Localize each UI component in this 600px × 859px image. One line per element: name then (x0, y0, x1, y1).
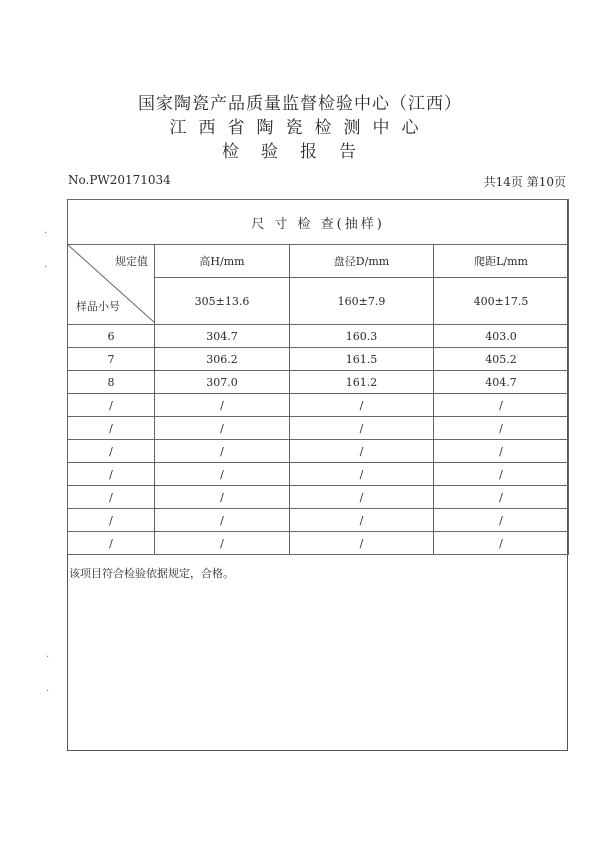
conclusion-text: 该项目符合检验依据规定，合格。 (69, 567, 234, 580)
report-number: No.PW20171034 (68, 173, 171, 187)
table-row (68, 440, 569, 463)
table-cell: / (434, 486, 569, 509)
table-cell: / (290, 463, 434, 486)
table-cell: 8 (68, 371, 155, 394)
table-cell: / (290, 509, 434, 532)
table-cell: / (68, 440, 155, 463)
table-cell: / (290, 486, 434, 509)
table-row (68, 532, 569, 555)
table-cell: 6 (68, 325, 155, 348)
table-cell: 304.7 (155, 325, 290, 348)
table-cell: / (434, 440, 569, 463)
table-cell: 405.2 (434, 348, 569, 371)
table-cell: / (434, 509, 569, 532)
column-header-height: 高H/mm (155, 245, 290, 278)
header-line-1: 国家陶瓷产品质量监督检验中心（江西） (138, 94, 462, 114)
table-cell: 161.5 (290, 348, 434, 371)
column-header-diameter: 盘径D/mm (290, 245, 434, 278)
corner-bottom-label: 样品小号 (76, 300, 120, 313)
dimension-table (67, 199, 569, 555)
table-cell: / (290, 417, 434, 440)
scan-mark: · (46, 652, 50, 663)
table-cell: / (155, 509, 290, 532)
scan-mark: · (44, 228, 48, 239)
scan-mark: · (44, 262, 48, 273)
table-cell: 404.7 (434, 371, 569, 394)
column-header-creepage: 爬距L/mm (434, 245, 569, 278)
table-cell: 7 (68, 348, 155, 371)
spec-height: 305±13.6 (155, 278, 290, 325)
table-cell: / (290, 394, 434, 417)
table-cell: 306.2 (155, 348, 290, 371)
corner-cell (68, 245, 155, 325)
table-row (68, 371, 569, 394)
table-cell: / (434, 532, 569, 555)
table-cell: / (68, 417, 155, 440)
table-row (68, 394, 569, 417)
spec-creepage: 400±17.5 (434, 278, 569, 325)
table-cell: / (290, 440, 434, 463)
table-row (68, 486, 569, 509)
header-line-2: 江西省陶瓷检测中心 (169, 118, 431, 138)
table-title: 尺 寸 检 查(抽样) (68, 200, 569, 245)
table-cell: / (68, 463, 155, 486)
table-cell: 161.2 (290, 371, 434, 394)
table-cell: / (155, 417, 290, 440)
page-info: 共14页 第10页 (483, 175, 566, 189)
table-cell: / (434, 394, 569, 417)
table-row (68, 325, 569, 348)
table-cell: / (155, 532, 290, 555)
table-cell: / (68, 486, 155, 509)
table-row (68, 348, 569, 371)
header-line-3: 检验报告 (222, 142, 378, 162)
table-cell: 307.0 (155, 371, 290, 394)
table-header-row (68, 245, 569, 278)
table-cell: / (290, 532, 434, 555)
table-cell: 403.0 (434, 325, 569, 348)
table-cell: 160.3 (290, 325, 434, 348)
table-cell: / (434, 463, 569, 486)
report-header (0, 92, 600, 164)
table-cell: / (68, 532, 155, 555)
table-row (68, 417, 569, 440)
table-cell: / (434, 417, 569, 440)
spec-diameter: 160±7.9 (290, 278, 434, 325)
table-cell: / (155, 463, 290, 486)
table-title-row (68, 200, 569, 245)
corner-top-label: 规定值 (115, 255, 148, 268)
table-cell: / (68, 394, 155, 417)
scan-mark: · (46, 686, 50, 697)
table-row (68, 509, 569, 532)
table-row (68, 463, 569, 486)
table-cell: / (155, 440, 290, 463)
table-cell: / (155, 486, 290, 509)
table-cell: / (155, 394, 290, 417)
table-cell: / (68, 509, 155, 532)
